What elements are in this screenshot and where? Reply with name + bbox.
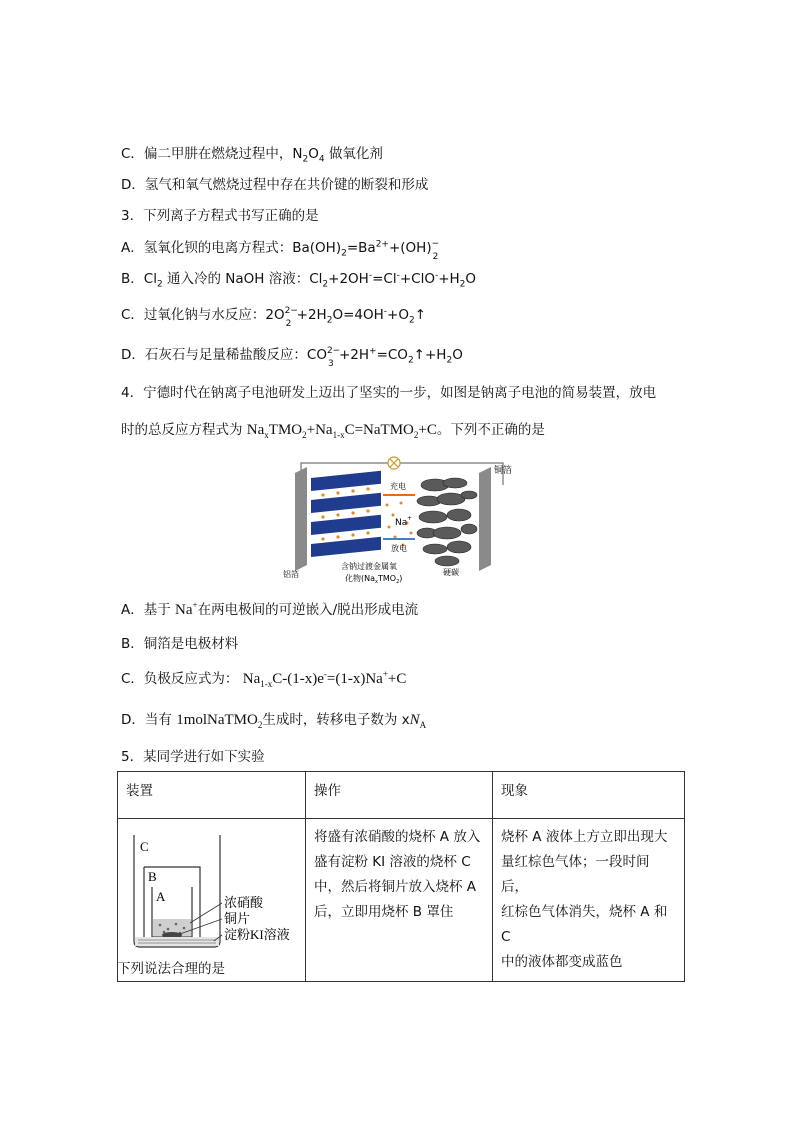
hard-carbon-layers <box>417 478 477 566</box>
label-copper-foil: 铜箔 <box>494 466 513 476</box>
q3-option-c: C．过氧化钠与水反应：2O 2− 2 $+2H_2O=4OH^-+O_2↑$ <box>121 306 426 329</box>
beaker-diagram <box>130 831 300 953</box>
label-starch-ki: 淀粉KI溶液 <box>224 927 290 942</box>
q4-option-c: C．负极反应式为： $Na_{1-x}C-(1-x)e^-=(1-x)Na^++C$ <box>121 669 407 689</box>
battery-figure <box>283 455 523 595</box>
q2-option-d: D．氢气和氧气燃烧过程中存在共价键的断裂和形成 <box>121 177 429 193</box>
q4-option-d: D．当有 1molNaTMO$_2$生成时，转移电子数为 $xN_A$ <box>121 712 427 730</box>
cathode-layers <box>311 471 381 557</box>
label-beaker-a: A <box>156 889 166 904</box>
operation-cell: 将盛有浓硝酸的烧杯 A 放入 盛有淀粉 KI 溶液的烧杯 C 中，然后将铜片放入烧杯 A 后，立即用烧杯 B 罩住 <box>306 819 493 982</box>
q4-option-b: B．铜箔是电极材料 <box>121 636 239 652</box>
table-header-row <box>118 772 685 819</box>
label-nitric-acid: 浓硝酸 <box>224 895 264 910</box>
q3-option-a: A．氢氧化钡的电离方程式：$Ba(OH)_2=Ba^{2+}+(OH)$ − 2 <box>121 239 440 262</box>
q3-option-d: D．石灰石与足量稀盐酸反应：CO 2− 3 $+2H^+=CO_2↑+H_2O$ <box>121 346 463 369</box>
label-beaker-c: C <box>140 839 149 854</box>
label-copper-piece: 铜片 <box>224 911 251 926</box>
q3-option-b: B．$Cl_2$ 通入冷的 NaOH 溶液：$Cl_2+2OH^-=Cl^-+ClO^-+H_2O$ <box>121 270 477 290</box>
label-beaker-b: B <box>148 869 157 884</box>
copper-foil-plate <box>479 467 491 571</box>
q2-option-c: C．偏二甲肼在燃烧过程中，$N_2O_4$ 做氧化剂 <box>121 146 383 165</box>
label-hard-carbon: 硬碳 <box>443 568 459 577</box>
label-na-plus: + <box>407 515 413 522</box>
experiment-table <box>117 771 685 982</box>
q5-stem: 5．某同学进行如下实验 <box>121 749 265 765</box>
table-row <box>118 819 685 982</box>
q3-stem: 3．下列离子方程式书写正确的是 <box>121 208 319 224</box>
phenomenon-cell: 烧杯 A 液体上方立即出现大 量红棕色气体；一段时间后， 红棕色气体消失，烧杯 A 和 C 中的液体都变成蓝色 <box>493 819 685 982</box>
label-discharge: 放电 <box>391 544 407 553</box>
label-charge: 充电 <box>390 482 406 491</box>
q4-option-a: A．基于 Na+在两电极间的可逆嵌入/脱出形成电流 <box>121 600 419 618</box>
label-oxide-line2: 化物$(Na_xTMO_2)$ <box>345 574 403 585</box>
header-apparatus: 装置 <box>118 772 306 819</box>
q4-stem-line1: 4．宁德时代在钠离子电池研发上迈出了坚实的一步，如图是钠离子电池的简易装置，放电 <box>121 385 657 401</box>
header-operation: 操作 <box>306 772 493 819</box>
label-aluminum-foil: 铝箔 <box>283 570 299 579</box>
header-phenomenon: 现象 <box>493 772 685 819</box>
q4-stem-line2: 时的总反应方程式为 $Na_xTMO_2+Na_{1-x}C=NaTMO_2+C$。下列不正确的是 <box>121 422 545 440</box>
label-oxide-line1: 含钠过渡金属氧 <box>341 562 397 571</box>
after-table-text: 下列说法合理的是 <box>117 961 225 977</box>
label-na-ion: Na <box>395 518 408 528</box>
apparatus-cell <box>118 819 306 982</box>
aluminum-foil-plate <box>295 467 307 571</box>
